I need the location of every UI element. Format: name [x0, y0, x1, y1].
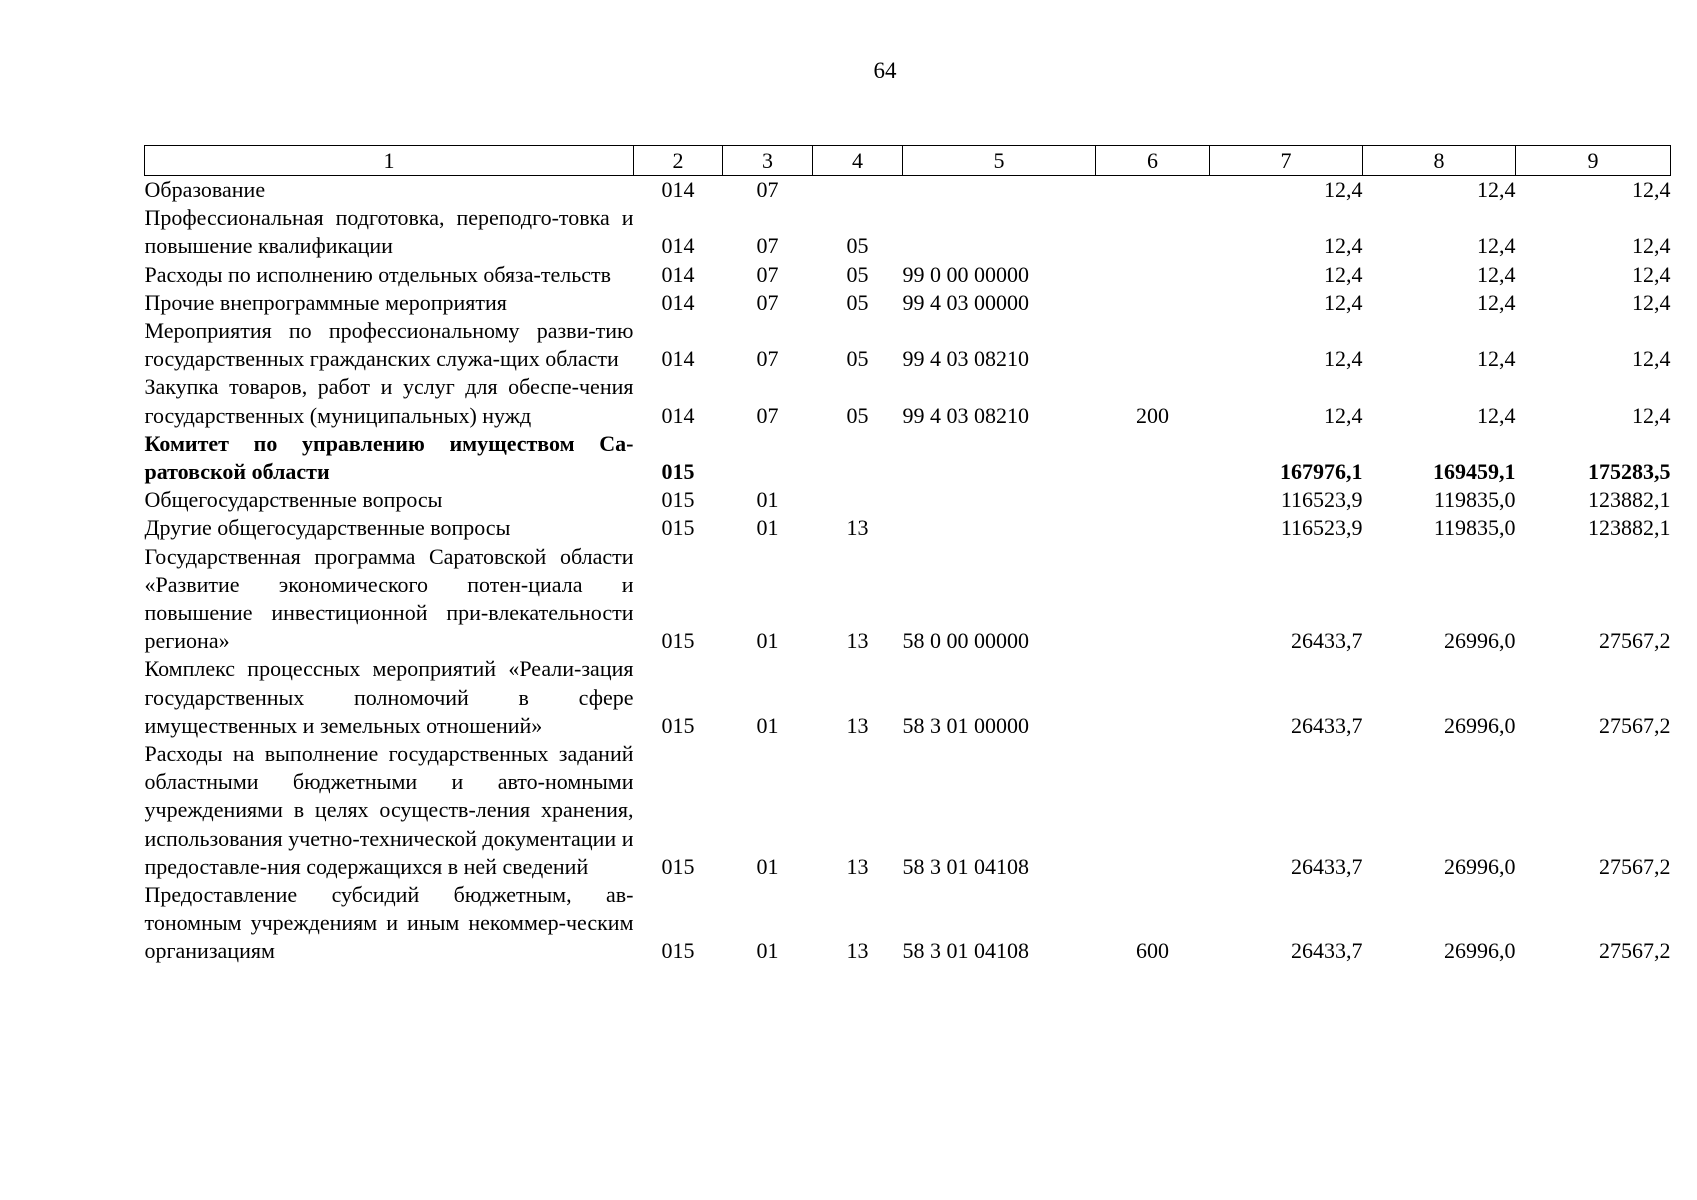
- col-header-9: 9: [1516, 146, 1671, 176]
- row-amount-2: 12,4: [1477, 261, 1516, 287]
- col-header-1: 1: [145, 146, 634, 176]
- row-name: Комплекс процессных мероприятий «Реали-зация государственных полномочий в сфере имущественных и земельных отношений»: [144, 656, 634, 738]
- row-subsection-code: 13: [846, 853, 869, 879]
- row-expense-type: [1096, 655, 1210, 740]
- row-section-code: 07: [756, 233, 779, 259]
- row-subsection-code: [813, 430, 903, 486]
- row-name: Профессиональная подготовка, переподго-товка и повышение квалификации: [144, 205, 634, 259]
- row-expense-type: [1096, 317, 1210, 373]
- row-section-code: 01: [756, 628, 779, 654]
- row-amount-2: 12,4: [1477, 177, 1516, 202]
- row-amount-2: 26996,0: [1444, 938, 1516, 964]
- row-section-code: 07: [756, 261, 779, 287]
- row-subsection-code: 13: [846, 712, 869, 738]
- row-target-article: 58 3 01 04108: [902, 853, 1029, 879]
- row-subsection-code: 05: [846, 402, 869, 428]
- table-row: [145, 289, 1671, 317]
- row-amount-3: 12,4: [1632, 289, 1671, 315]
- row-expense-type: [1096, 430, 1210, 486]
- row-amount-3: 175283,5: [1588, 459, 1671, 485]
- table-row: [145, 261, 1671, 289]
- row-expense-type: [1096, 543, 1210, 656]
- row-amount-2: 12,4: [1477, 233, 1516, 259]
- row-section-code: 01: [756, 712, 779, 738]
- row-amount-1: 12,4: [1324, 402, 1363, 428]
- row-amount-2: 26996,0: [1444, 628, 1516, 654]
- row-amount-2: 12,4: [1477, 402, 1516, 428]
- row-expense-type: [1096, 176, 1210, 205]
- row-name: Государственная программа Саратовской области «Развитие экономического потен-циала и повышение инвестиционной при-влекательности региона»: [144, 543, 634, 654]
- table-row: [145, 486, 1671, 514]
- row-amount-3: 123882,1: [1588, 515, 1671, 541]
- row-name: Мероприятия по профессиональному разви-тию государственных гражданских служа-щих области: [144, 318, 634, 372]
- row-target-article: [903, 514, 1096, 542]
- row-ved-code: 015: [661, 459, 695, 485]
- row-expense-type: [1096, 486, 1210, 514]
- row-section-code: [723, 430, 813, 486]
- page-number: 64: [873, 58, 897, 83]
- row-amount-2: 12,4: [1477, 346, 1516, 372]
- row-amount-3: 123882,1: [1588, 487, 1671, 513]
- row-ved-code: 015: [661, 938, 695, 964]
- table-row: [145, 317, 1671, 373]
- row-amount-2: 119835,0: [1433, 487, 1516, 513]
- row-ved-code: 014: [661, 261, 695, 287]
- row-subsection-code: 05: [846, 346, 869, 372]
- row-name: Расходы по исполнению отдельных обяза-тельств: [144, 261, 612, 287]
- row-amount-3: 27567,2: [1599, 938, 1671, 964]
- row-subsection-code: 13: [846, 515, 869, 541]
- row-amount-1: 12,4: [1324, 346, 1363, 372]
- row-section-code: 01: [756, 938, 779, 964]
- row-amount-1: 26433,7: [1291, 712, 1363, 738]
- row-amount-3: 27567,2: [1599, 853, 1671, 879]
- table-row: [145, 543, 1671, 656]
- row-ved-code: 014: [661, 346, 695, 372]
- table-row: [145, 373, 1671, 429]
- row-target-article: 99 4 03 08210: [902, 402, 1029, 428]
- table-row: [145, 176, 1671, 205]
- row-section-code: 07: [756, 289, 779, 315]
- row-expense-type: [1096, 740, 1210, 881]
- row-amount-1: 12,4: [1324, 177, 1363, 202]
- row-ved-code: 014: [661, 177, 695, 202]
- row-subsection-code: [813, 486, 903, 514]
- col-header-5: 5: [903, 146, 1096, 176]
- row-target-article: [903, 204, 1096, 260]
- row-section-code: 07: [756, 177, 779, 202]
- row-expense-type: 600: [1136, 938, 1169, 964]
- row-subsection-code: 05: [846, 261, 869, 287]
- row-section-code: 01: [756, 487, 779, 513]
- row-name: Закупка товаров, работ и услуг для обеспе-чения государственных (муниципальных) нужд: [144, 374, 634, 428]
- row-name: Предоставление субсидий бюджетным, ав-тономным учреждениям и иным некоммер-ческим организациям: [144, 882, 634, 964]
- row-section-code: 01: [756, 853, 779, 879]
- row-target-article: 58 0 00 00000: [902, 628, 1029, 654]
- row-amount-2: 26996,0: [1444, 853, 1516, 879]
- row-subsection-code: 05: [846, 289, 869, 315]
- row-target-article: 58 3 01 00000: [902, 712, 1029, 738]
- row-amount-1: 12,4: [1324, 261, 1363, 287]
- row-target-article: 99 4 03 00000: [902, 289, 1029, 315]
- row-ved-code: 015: [661, 853, 695, 879]
- col-header-8: 8: [1363, 146, 1516, 176]
- row-target-article: [903, 430, 1096, 486]
- row-amount-1: 26433,7: [1291, 853, 1363, 879]
- row-expense-type: 200: [1136, 402, 1169, 428]
- row-target-article: 58 3 01 04108: [902, 938, 1029, 964]
- row-name: Образование: [144, 177, 266, 202]
- table-row: [145, 740, 1671, 881]
- table-row: [145, 204, 1671, 260]
- row-amount-3: 27567,2: [1599, 628, 1671, 654]
- table-row: [145, 430, 1671, 486]
- row-ved-code: 015: [661, 628, 695, 654]
- row-target-article: 99 0 00 00000: [902, 261, 1029, 287]
- row-ved-code: 015: [661, 487, 695, 513]
- table-row: [145, 514, 1671, 542]
- row-amount-1: 12,4: [1324, 289, 1363, 315]
- row-amount-1: 116523,9: [1280, 487, 1363, 513]
- row-ved-code: 014: [661, 402, 695, 428]
- row-section-code: 07: [756, 346, 779, 372]
- row-amount-3: 27567,2: [1599, 712, 1671, 738]
- row-amount-1: 167976,1: [1280, 459, 1363, 485]
- row-name: Прочие внепрограммные мероприятия: [144, 289, 507, 315]
- row-amount-1: 12,4: [1324, 233, 1363, 259]
- row-subsection-code: [813, 176, 903, 205]
- row-amount-2: 169459,1: [1433, 459, 1516, 485]
- row-amount-3: 12,4: [1632, 261, 1671, 287]
- row-name: Комитет по управлению имуществом Са-ратовской области: [144, 430, 634, 485]
- column-number-header: [145, 146, 1671, 176]
- row-target-article: [903, 486, 1096, 514]
- col-header-3: 3: [723, 146, 813, 176]
- row-expense-type: [1096, 261, 1210, 289]
- row-ved-code: 014: [661, 233, 695, 259]
- row-name: Общегосударственные вопросы: [144, 487, 443, 513]
- row-amount-2: 119835,0: [1433, 515, 1516, 541]
- row-expense-type: [1096, 289, 1210, 317]
- row-ved-code: 015: [661, 712, 695, 738]
- row-amount-3: 12,4: [1632, 177, 1671, 202]
- col-header-6: 6: [1096, 146, 1210, 176]
- row-ved-code: 015: [661, 515, 695, 541]
- col-header-2: 2: [634, 146, 723, 176]
- row-subsection-code: 13: [846, 628, 869, 654]
- row-expense-type: [1096, 514, 1210, 542]
- row-target-article: 99 4 03 08210: [902, 346, 1029, 372]
- table-row: [145, 881, 1671, 966]
- row-section-code: 01: [756, 515, 779, 541]
- row-amount-3: 12,4: [1632, 346, 1671, 372]
- table-row: [145, 655, 1671, 740]
- budget-table: [144, 145, 1671, 966]
- row-expense-type: [1096, 204, 1210, 260]
- row-subsection-code: 05: [846, 233, 869, 259]
- row-amount-2: 26996,0: [1444, 712, 1516, 738]
- row-section-code: 07: [756, 402, 779, 428]
- row-amount-3: 12,4: [1632, 233, 1671, 259]
- row-amount-1: 116523,9: [1280, 515, 1363, 541]
- row-target-article: [903, 176, 1096, 205]
- row-ved-code: 014: [661, 289, 695, 315]
- row-amount-1: 26433,7: [1291, 628, 1363, 654]
- row-subsection-code: 13: [846, 938, 869, 964]
- col-header-7: 7: [1210, 146, 1363, 176]
- row-amount-1: 26433,7: [1291, 938, 1363, 964]
- row-amount-2: 12,4: [1477, 289, 1516, 315]
- row-amount-3: 12,4: [1632, 402, 1671, 428]
- row-name: Расходы на выполнение государственных заданий областными бюджетными и авто-номными учреждениями в целях осуществ-ления хранения, использования учетно-технической документации и предоставле-ния содержащихся в ней сведений: [144, 741, 634, 879]
- table-body: [145, 176, 1671, 966]
- row-name: Другие общегосударственные вопросы: [144, 515, 511, 541]
- col-header-4: 4: [813, 146, 903, 176]
